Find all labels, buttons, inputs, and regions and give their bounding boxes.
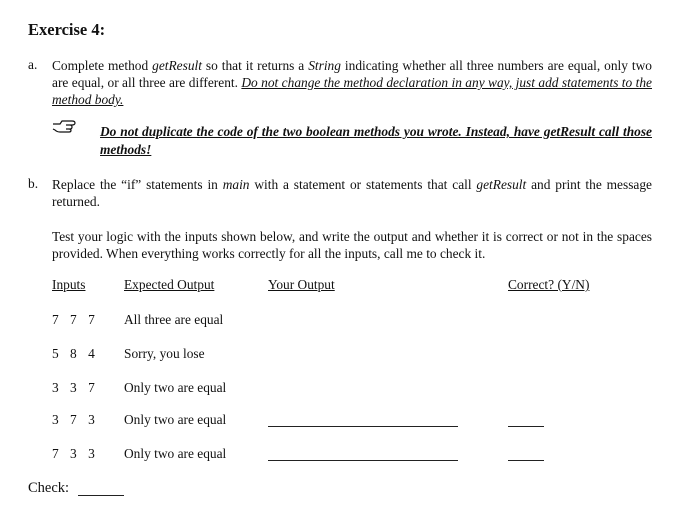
row-expected: Only two are equal — [124, 412, 227, 427]
correct-blank[interactable] — [508, 426, 544, 427]
part-b-marker: b. — [28, 176, 39, 191]
row-inputs: 3 7 3 — [52, 412, 99, 427]
header-correct: Correct? (Y/N) — [508, 277, 590, 292]
row-expected: All three are equal — [124, 312, 224, 327]
instructions-text: Test your logic with the inputs shown below, and write the output and whether it is correct or not in the spaces provided. When everything works correctly for all the inputs, call me to check it. — [52, 229, 652, 261]
check-label: Check: — [28, 480, 70, 496]
row-expected: Only two are equal — [124, 380, 227, 395]
part-a-marker: a. — [28, 57, 38, 72]
header-expected-output: Expected Output — [124, 277, 215, 292]
note-text: Do not duplicate the code of the two boolean methods you wrote. Instead, have getResult call those methods! — [100, 124, 652, 157]
part-b-text: Replace the “if” statements in main with a statement or statements that call getResult and print the message returned. — [52, 177, 652, 209]
correct-blank[interactable] — [508, 460, 544, 461]
row-inputs: 7 3 3 — [52, 446, 99, 461]
check-blank[interactable] — [78, 495, 124, 496]
header-your-output: Your Output — [268, 277, 335, 292]
pointing-hand-icon — [52, 118, 78, 134]
exercise-title: Exercise 4: — [28, 20, 106, 39]
part-a-text: Complete method getResult so that it returns a String indicating whether all three numbers are equal, only two are equal, or all three are different. Do not change the method declaration in any way, just add statements to the method body. — [52, 58, 652, 107]
your-output-blank[interactable] — [268, 460, 458, 461]
row-inputs: 7 7 7 — [52, 312, 99, 327]
row-inputs: 5 8 4 — [52, 346, 99, 361]
method-name: getResult — [152, 58, 202, 73]
row-expected: Only two are equal — [124, 446, 227, 461]
header-inputs: Inputs — [52, 277, 86, 292]
method-name: getResult — [476, 177, 527, 192]
main-name: main — [222, 177, 250, 192]
row-inputs: 3 3 7 — [52, 380, 99, 395]
your-output-blank[interactable] — [268, 426, 458, 427]
row-expected: Sorry, you lose — [124, 346, 205, 361]
type-name: String — [308, 58, 341, 73]
part-a-underlined-note: Do not change the method declaration in any way, just add statements to the method body. — [52, 75, 652, 107]
